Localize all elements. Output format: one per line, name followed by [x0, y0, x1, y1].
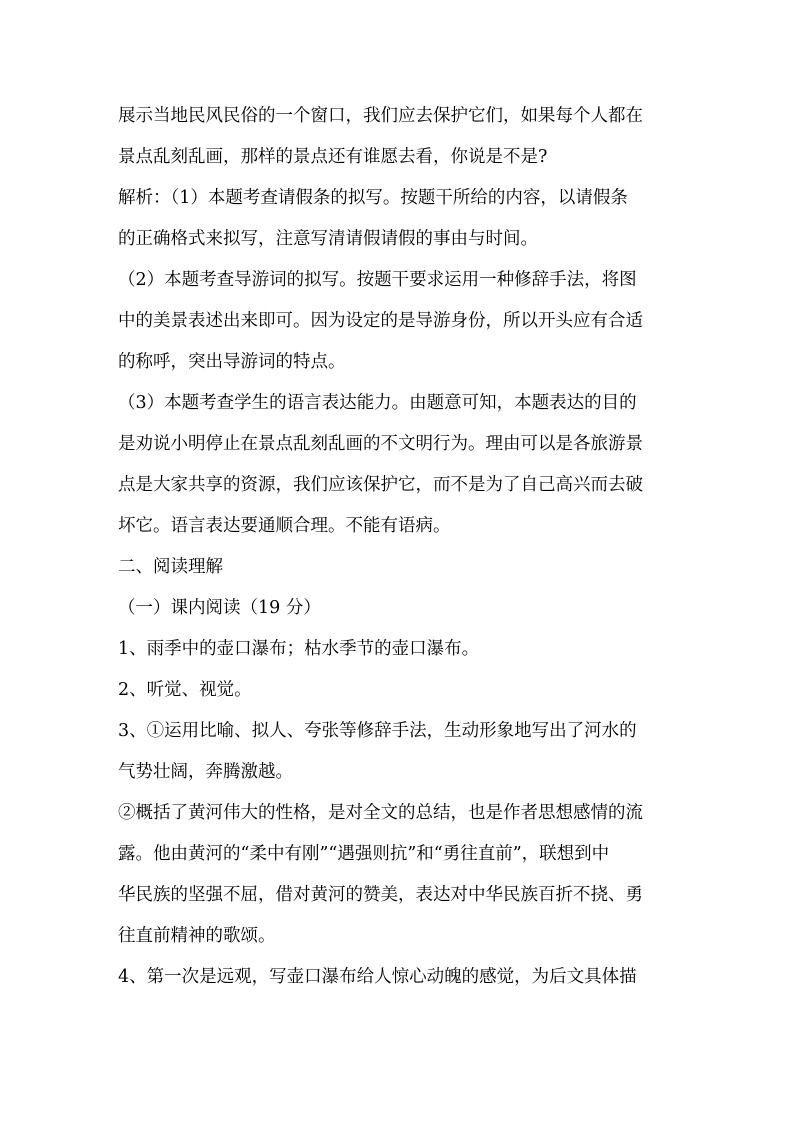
text-line: 露。他由黄河的“柔中有刚”“遇强则抗”和“勇往直前”，联想到中	[118, 844, 610, 864]
text-line: （2）本题考查导游词的拟写。按题干要求运用一种修辞手法，将图	[118, 270, 637, 290]
text-line: 展示当地民风民俗的一个窗口，我们应去保护它们，如果每个人都在	[118, 106, 643, 126]
text-line: 是劝说小明停止在景点乱刻乱画的不文明行为。理由可以是各旅游景	[118, 434, 643, 454]
text-line: 点是大家共享的资源，我们应该保护它，而不是为了自己高兴而去破	[118, 475, 643, 495]
subsection-heading: （一）课内阅读（19 分）	[118, 598, 321, 618]
text-line: 的称呼，突出导游词的特点。	[118, 352, 346, 372]
answer-item: 4、第一次是远观，写壶口瀑布给人惊心动魄的感觉，为后文具体描	[118, 967, 637, 987]
text-line: ②概括了黄河伟大的性格，是对全文的总结，也是作者思想感情的流	[118, 803, 643, 823]
text-line: 坏它。语言表达要通顺合理。不能有语病。	[118, 516, 451, 536]
text-line: （3）本题考查学生的语言表达能力。由题意可知，本题表达的目的	[118, 393, 637, 413]
text-line: 景点乱刻乱画，那样的景点还有谁愿去看，你说是不是?	[118, 147, 548, 167]
text-line: 的正确格式来拟写，注意写清请假请假的事由与时间。	[118, 229, 538, 249]
answer-item: 2、听觉、视觉。	[118, 680, 252, 700]
document-body	[118, 96, 678, 998]
text-line: 往直前精神的歌颂。	[118, 926, 276, 946]
text-line: 气势壮阔，奔腾激越。	[118, 762, 293, 782]
section-heading: 二、阅读理解	[118, 557, 223, 577]
text-line: 华民族的坚强不屈，借对黄河的赞美，表达对中华民族百折不挠、勇	[118, 885, 643, 905]
answer-item: 1、雨季中的壶口瀑布；枯水季节的壶口瀑布。	[118, 639, 480, 659]
text-line: 解析：（1）本题考查请假条的拟写。按题干所给的内容，以请假条	[118, 188, 628, 208]
text-line: 中的美景表述出来即可。因为设定的是导游身份，所以开头应有合适	[118, 311, 643, 331]
answer-item: 3、①运用比喻、拟人、夸张等修辞手法，生动形象地写出了河水的	[118, 721, 637, 741]
